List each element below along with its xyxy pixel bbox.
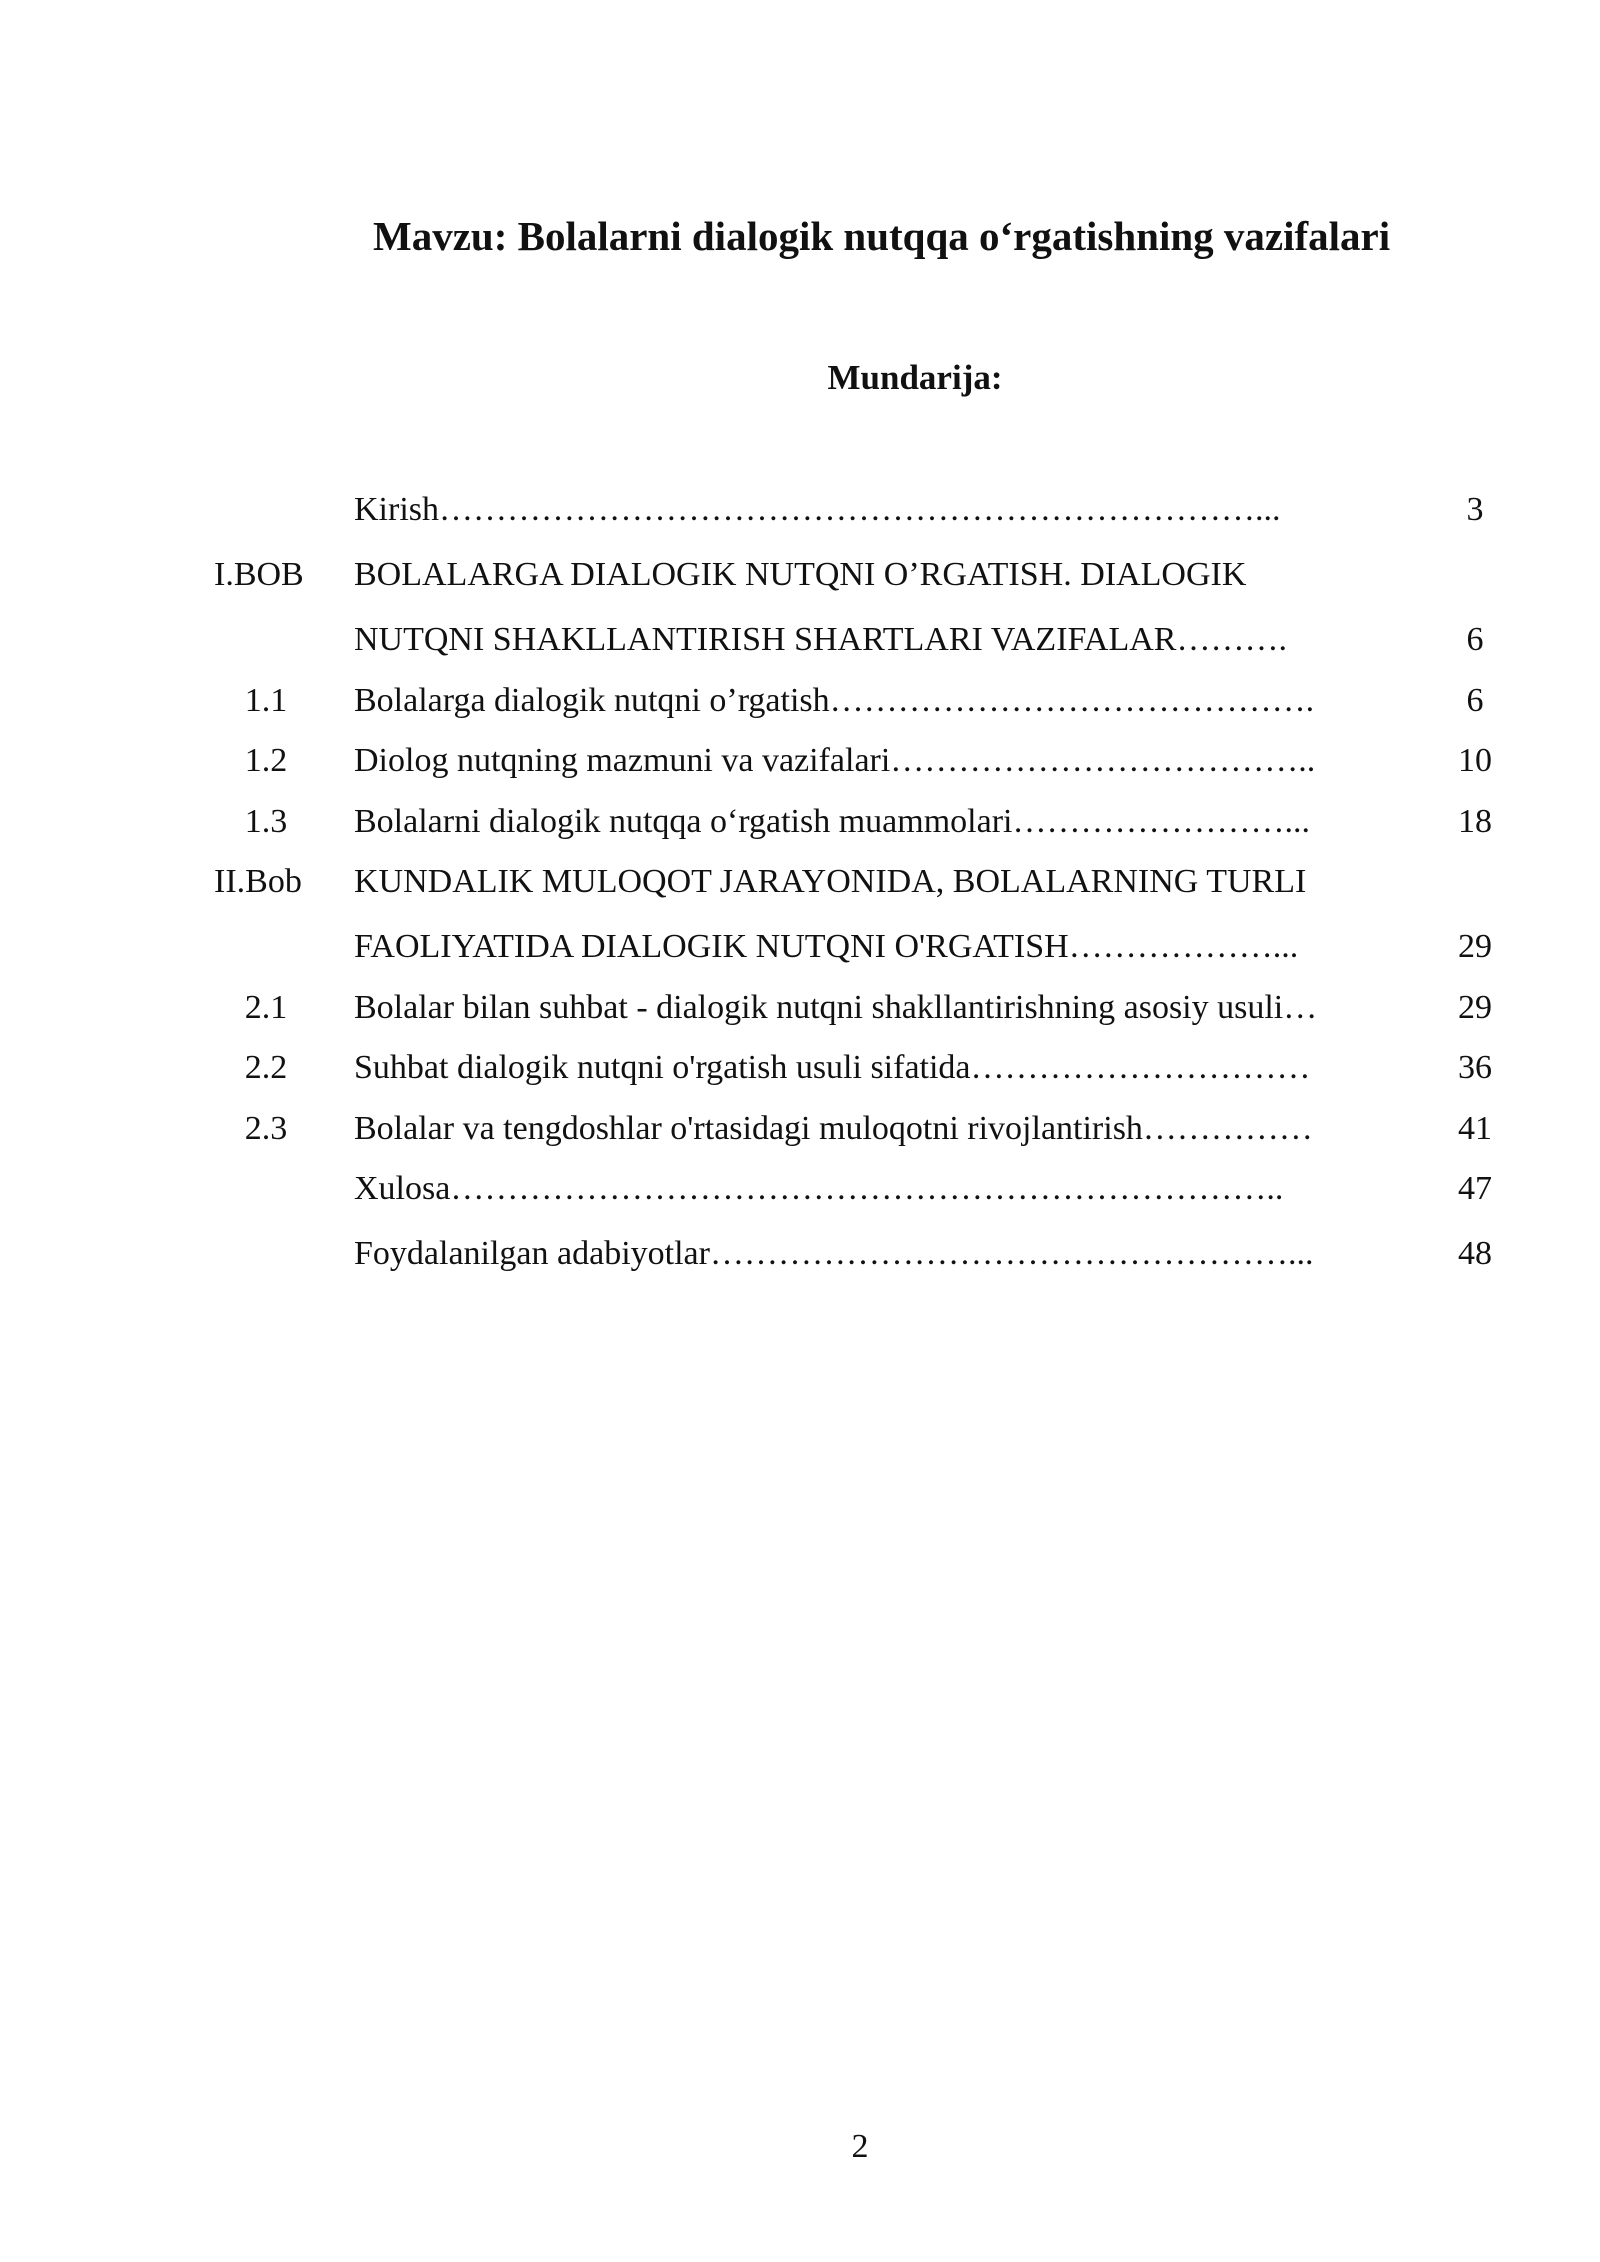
toc-entry-text: FAOLIYATIDA DIALOGIK NUTQNI O'RGATISH………………... xyxy=(354,928,1299,965)
toc-entry-number: 2.3 xyxy=(244,1110,288,1147)
toc-entry-page: 6 xyxy=(1466,621,1484,658)
toc-entry-text: Bolalarga dialogik nutqni o’rgatish……………………………………. xyxy=(354,682,1315,719)
toc-entry-text: Bolalarni dialogik nutqqa o‘rgatish muammolari……………………... xyxy=(354,803,1310,840)
toc-entry-page: 48 xyxy=(1458,1235,1492,1272)
toc-entry-number: 1.3 xyxy=(244,803,288,840)
toc-entry-adabiyotlar[interactable] xyxy=(0,1232,1600,1276)
toc-entry-page: 36 xyxy=(1458,1049,1492,1086)
toc-entry-text: Bolalar va tengdoshlar o'rtasidagi muloqotni rivojlantirish…………… xyxy=(354,1110,1313,1147)
toc-entry-page: 3 xyxy=(1466,491,1484,528)
toc-entry-xulosa[interactable] xyxy=(0,1167,1600,1211)
toc-entry-text: Bolalar bilan suhbat - dialogik nutqni shakllantirishning asosiy usuli… xyxy=(354,989,1318,1026)
toc-entry-page: 29 xyxy=(1458,989,1492,1026)
toc-entry-number: II.Bob xyxy=(214,863,302,900)
toc-entry-1-3[interactable] xyxy=(0,800,1600,844)
toc-entry-1-2[interactable] xyxy=(0,739,1600,783)
toc-entry-chapter-2[interactable] xyxy=(0,860,1600,904)
toc-entry-page: 10 xyxy=(1458,742,1492,779)
toc-heading: Mundarija: xyxy=(827,358,1003,397)
toc-entry-number: I.BOB xyxy=(214,556,304,593)
toc-entry-text: BOLALARGA DIALOGIK NUTQNI O’RGATISH. DIALOGIK xyxy=(354,556,1247,593)
toc-entry-text: KUNDALIK MULOQOT JARAYONIDA, BOLALARNING TURLI xyxy=(354,863,1307,900)
toc-entry-page: 29 xyxy=(1458,928,1492,965)
toc-entry-page: 18 xyxy=(1458,803,1492,840)
toc-entry-chapter-1-cont[interactable] xyxy=(0,618,1600,662)
toc-entry-number: 2.2 xyxy=(244,1049,288,1086)
toc-entry-page: 47 xyxy=(1458,1170,1492,1207)
page-number: 2 xyxy=(851,2128,869,2165)
toc-entry-number: 1.1 xyxy=(244,682,288,719)
toc-entry-number: 1.2 xyxy=(244,742,288,779)
toc-entry-2-2[interactable] xyxy=(0,1046,1600,1090)
toc-entry-text: Xulosa……………………………………………………………….. xyxy=(354,1170,1284,1207)
toc-entry-text: Foydalanilgan adabiyotlar……………………………………………... xyxy=(354,1235,1314,1272)
page-title: Mavzu: Bolalarni dialogik nutqqa o‘rgatishning vazifalari xyxy=(373,213,1391,259)
toc-entry-chapter-1[interactable] xyxy=(0,553,1600,597)
toc-entry-1-1[interactable] xyxy=(0,679,1600,723)
toc-entry-text: NUTQNI SHAKLLANTIRISH SHARTLARI VAZIFALAR………. xyxy=(354,621,1287,658)
toc-entry-kirish[interactable] xyxy=(0,488,1600,532)
toc-entry-text: Diolog nutqning mazmuni va vazifalari……………………………….. xyxy=(354,742,1316,779)
toc-entry-2-1[interactable] xyxy=(0,986,1600,1030)
toc-entry-chapter-2-cont[interactable] xyxy=(0,925,1600,969)
toc-entry-text: Kirish………………………………………………………………... xyxy=(354,491,1281,528)
toc-entry-page: 41 xyxy=(1458,1110,1492,1147)
toc-entry-number: 2.1 xyxy=(244,989,288,1026)
toc-entry-text: Suhbat dialogik nutqni o'rgatish usuli sifatida………………………… xyxy=(354,1049,1311,1086)
toc-entry-page: 6 xyxy=(1466,682,1484,719)
toc-entry-2-3[interactable] xyxy=(0,1107,1600,1151)
